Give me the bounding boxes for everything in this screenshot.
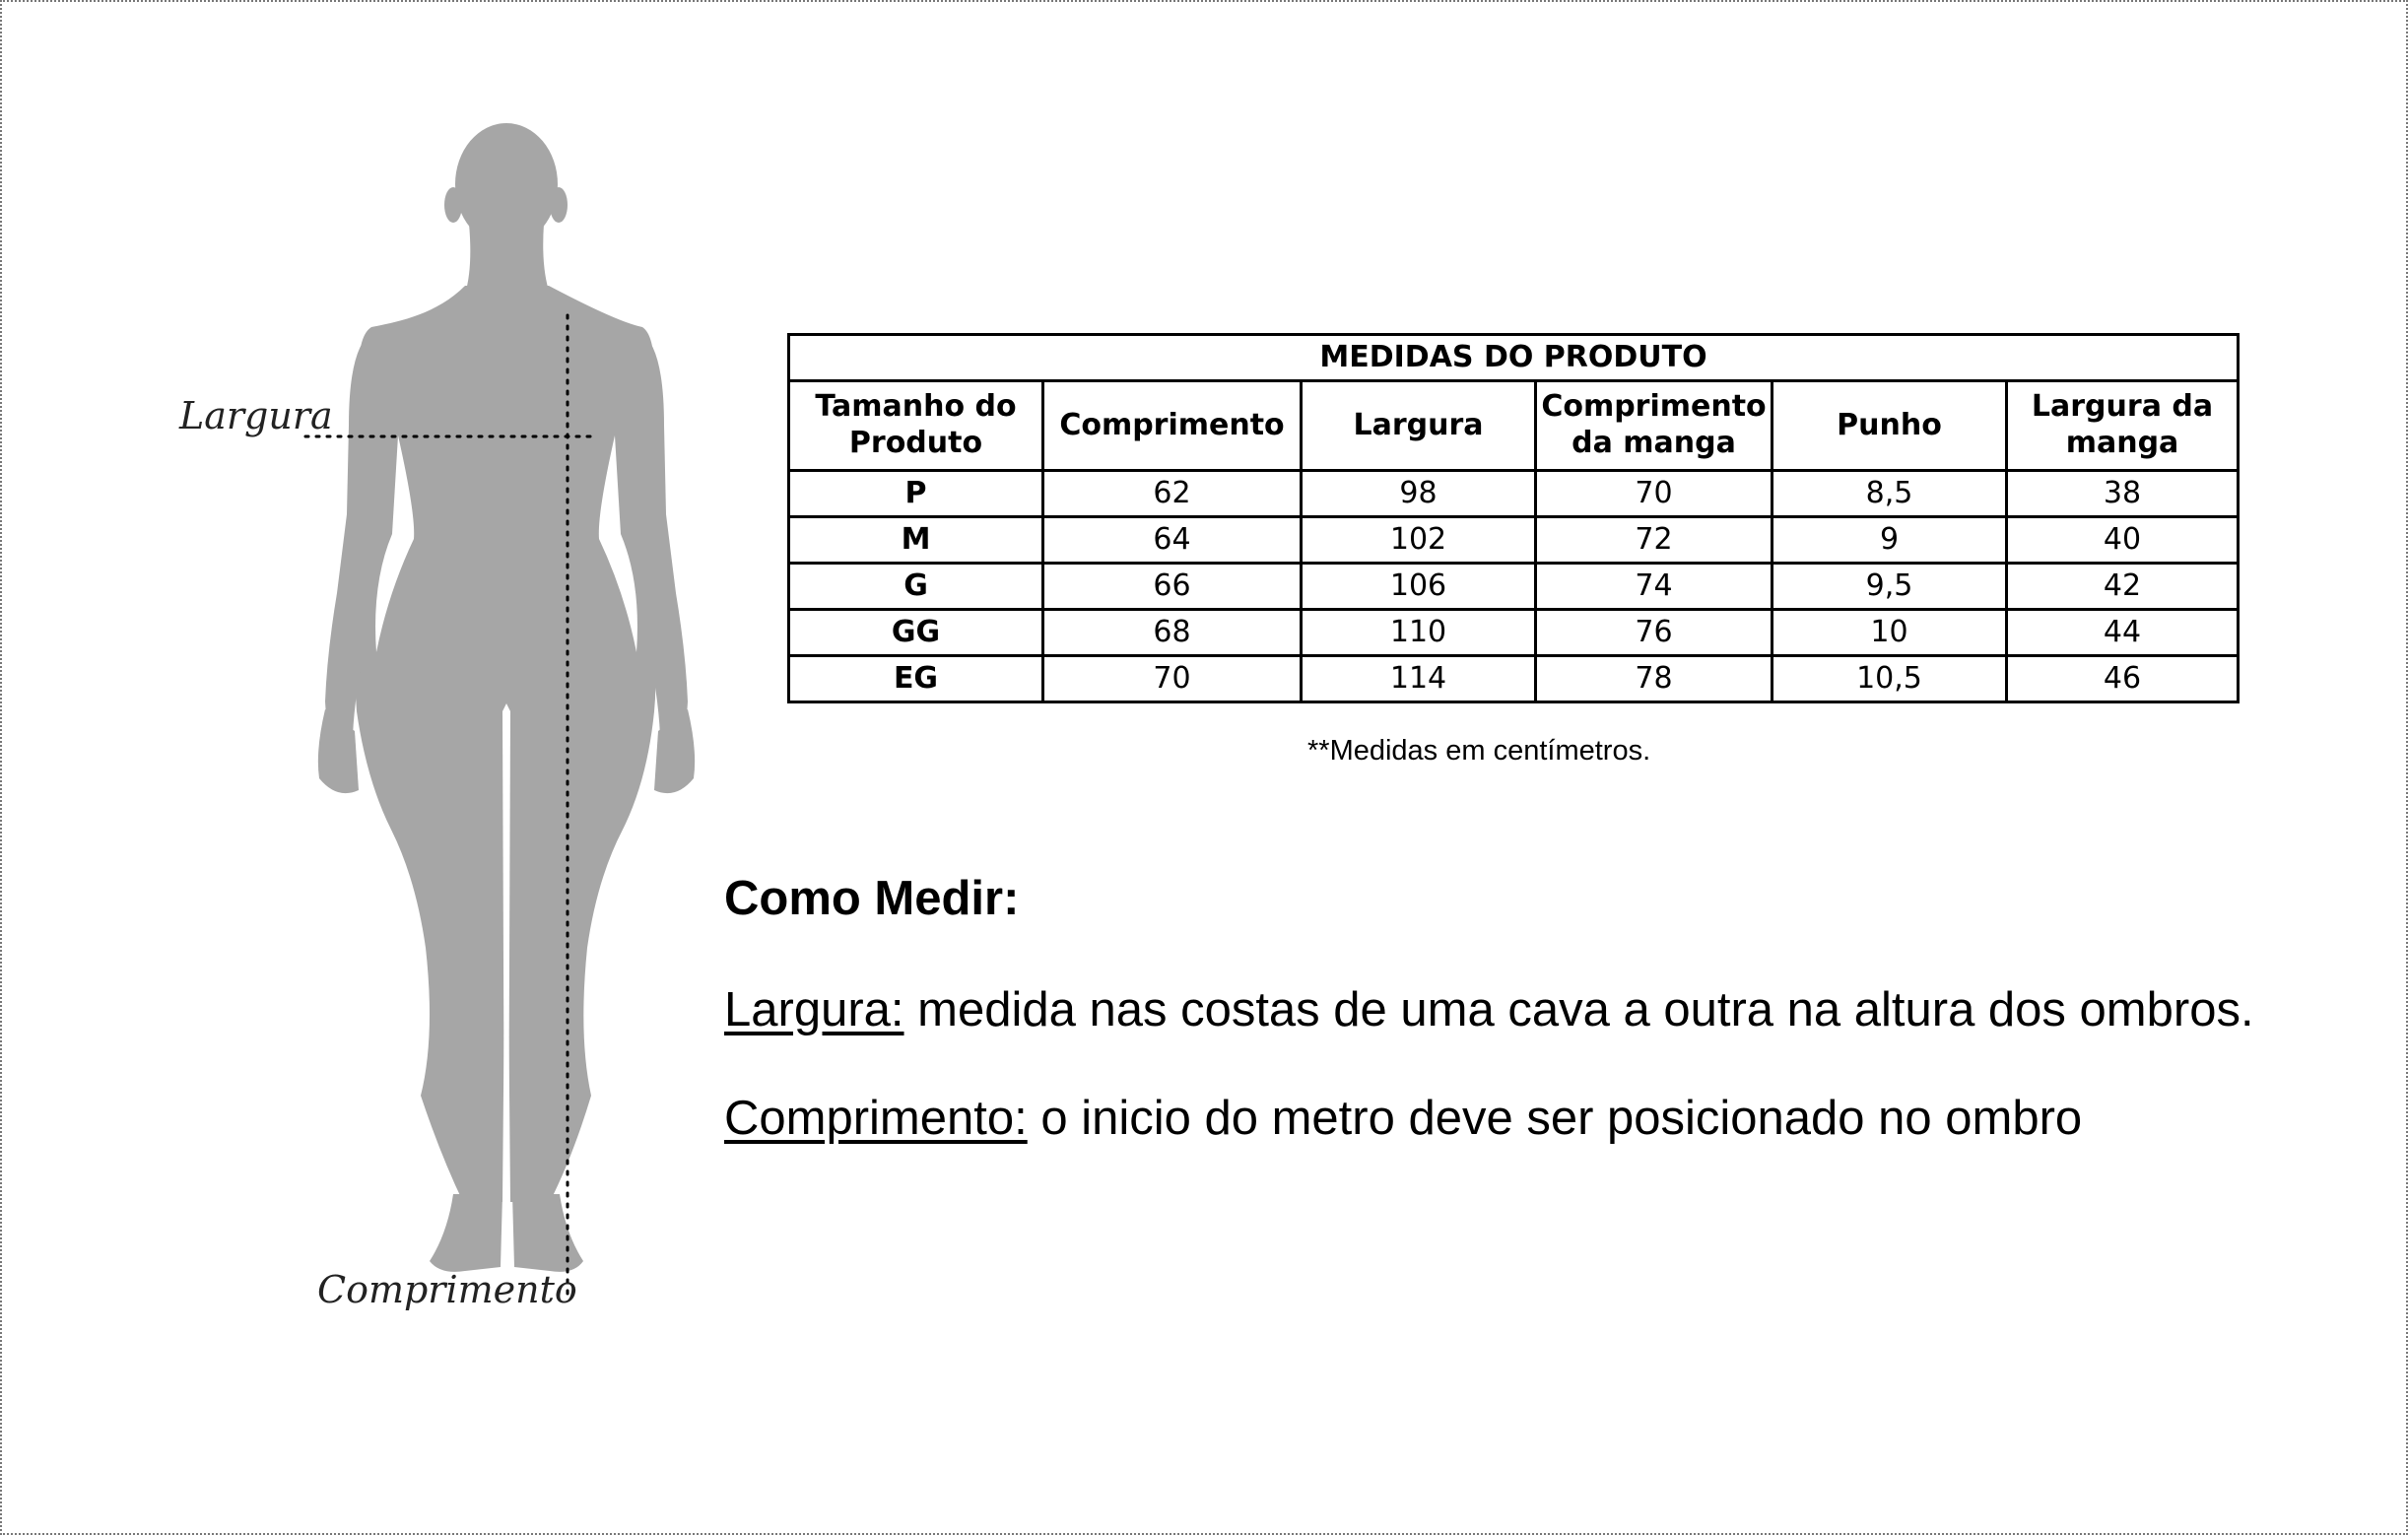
size-cell: P bbox=[789, 471, 1043, 517]
table-cell: 10,5 bbox=[1773, 656, 2007, 702]
size-cell: M bbox=[789, 517, 1043, 564]
table-cell: 70 bbox=[1043, 656, 1302, 702]
size-measurements-table bbox=[787, 333, 2240, 703]
comprimento-term: Comprimento: bbox=[724, 1092, 1028, 1145]
silhouette-leg-gap bbox=[502, 703, 510, 1214]
how-to-measure-title: Como Medir: bbox=[724, 872, 1020, 925]
table-cell: 106 bbox=[1302, 564, 1536, 610]
table-cell: 8,5 bbox=[1773, 471, 2007, 517]
header-largura-manga: Largura da manga bbox=[2007, 381, 2239, 471]
table-cell: 78 bbox=[1536, 656, 1773, 702]
header-punho: Punho bbox=[1773, 381, 2007, 471]
table-cell: 70 bbox=[1536, 471, 1773, 517]
table-cell: 114 bbox=[1302, 656, 1536, 702]
table-row bbox=[789, 471, 2239, 517]
header-largura: Largura bbox=[1302, 381, 1536, 471]
table-cell: 62 bbox=[1043, 471, 1302, 517]
table-cell: 72 bbox=[1536, 517, 1773, 564]
largura-description: medida nas costas de uma cava a outra na altura dos ombros. bbox=[903, 983, 2254, 1036]
table-title: MEDIDAS DO PRODUTO bbox=[789, 335, 2239, 381]
table-row bbox=[789, 610, 2239, 656]
table-cell: 42 bbox=[2007, 564, 2239, 610]
comprimento-figure-label: Comprimento bbox=[317, 1268, 577, 1311]
largura-instruction bbox=[724, 982, 2254, 1037]
table-cell: 9 bbox=[1773, 517, 2007, 564]
table-cell: 9,5 bbox=[1773, 564, 2007, 610]
table-cell: 76 bbox=[1536, 610, 1773, 656]
table-row bbox=[789, 517, 2239, 564]
size-cell: G bbox=[789, 564, 1043, 610]
table-title-row bbox=[789, 335, 2239, 381]
size-cell: EG bbox=[789, 656, 1043, 702]
table-cell: 98 bbox=[1302, 471, 1536, 517]
header-comprimento: Comprimento bbox=[1043, 381, 1302, 471]
table-row bbox=[789, 564, 2239, 610]
units-note: **Medidas em centímetros. bbox=[1307, 735, 1651, 767]
table-cell: 110 bbox=[1302, 610, 1536, 656]
comprimento-instruction bbox=[724, 1091, 2082, 1146]
header-size: Tamanho do Produto bbox=[789, 381, 1043, 471]
silhouette-foot-left bbox=[430, 1194, 502, 1272]
header-comprimento-manga: Comprimento da manga bbox=[1536, 381, 1773, 471]
largura-figure-label: Largura bbox=[179, 394, 333, 437]
table-cell: 64 bbox=[1043, 517, 1302, 564]
table-cell: 10 bbox=[1773, 610, 2007, 656]
silhouette-ear-left bbox=[444, 187, 462, 223]
silhouette-foot-right bbox=[512, 1194, 583, 1272]
table-header-row bbox=[789, 381, 2239, 471]
table-cell: 68 bbox=[1043, 610, 1302, 656]
size-cell: GG bbox=[789, 610, 1043, 656]
table-row bbox=[789, 656, 2239, 702]
largura-term: Largura: bbox=[724, 983, 904, 1036]
table-cell: 102 bbox=[1302, 517, 1536, 564]
silhouette-ear-right bbox=[550, 187, 568, 223]
table-cell: 38 bbox=[2007, 471, 2239, 517]
table-cell: 74 bbox=[1536, 564, 1773, 610]
silhouette-neck bbox=[465, 224, 550, 294]
table-cell: 40 bbox=[2007, 517, 2239, 564]
table-cell: 66 bbox=[1043, 564, 1302, 610]
comprimento-description: o inicio do metro deve ser posicionado no ombro bbox=[1027, 1092, 2083, 1145]
table-cell: 44 bbox=[2007, 610, 2239, 656]
table-cell: 46 bbox=[2007, 656, 2239, 702]
